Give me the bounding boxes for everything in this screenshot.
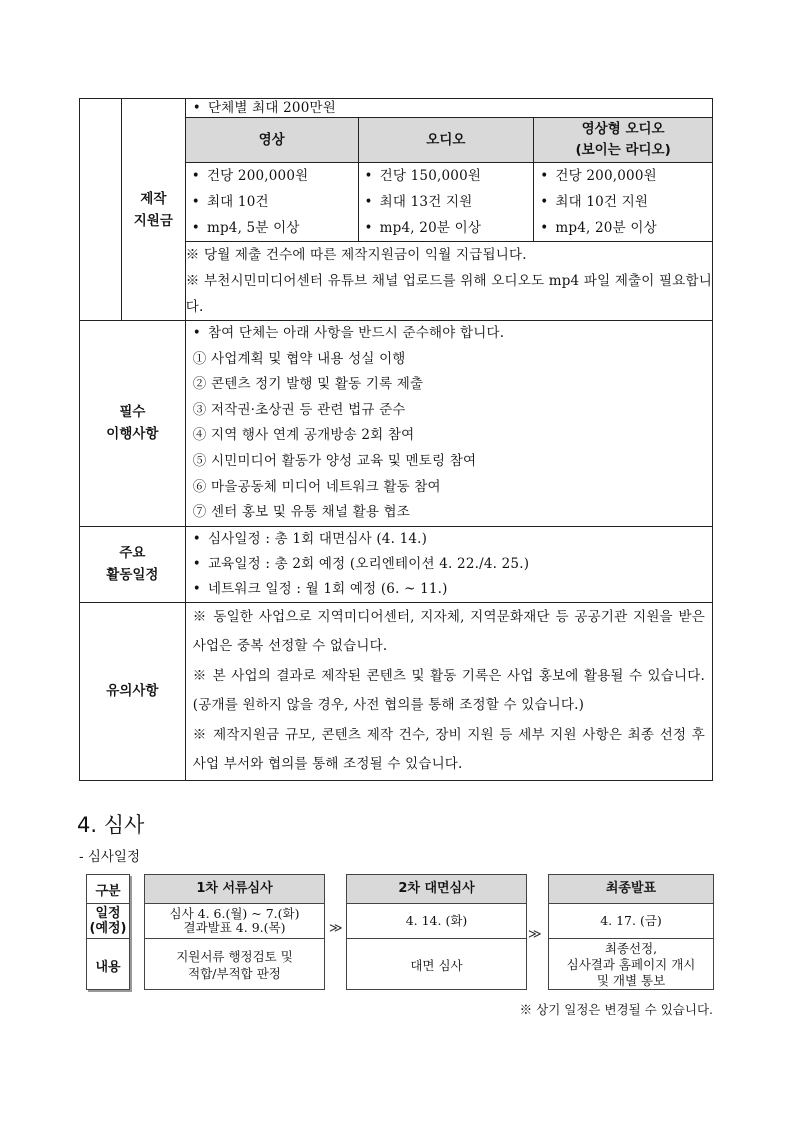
caution-item: ※ 동일한 사업으로 지역미디어센터, 지자체, 지역문화재단 등 공공기관 지원을 받은 사업은 중복 선정할 수 없습니다. — [192, 608, 705, 655]
col-header-audio: 오디오 — [358, 118, 534, 163]
production-note: ※ 당월 제출 건수에 따른 제작지원금이 익월 지급됩니다. — [185, 247, 527, 263]
section-subtitle: - 심사일정 — [79, 849, 141, 865]
caution-item: ※ 본 사업의 결과로 제작된 콘텐츠 및 활동 기록은 사업 홍보에 활용될 수 있습니다. (공개를 원하지 않을 경우, 사전 협의를 통해 조정할 수 있습니다.) — [192, 667, 705, 714]
list-item: • 건당 200,000원 — [192, 163, 352, 189]
schedule-label: 주요 활동일정 — [80, 526, 186, 602]
stage-date: 심사 4. 6.(월) ~ 7.(화) 결과발표 4. 9.(목) — [145, 904, 324, 939]
stage-date: 4. 14. (화) — [347, 904, 526, 939]
list-item: • mp4, 5분 이상 — [192, 215, 352, 241]
col-header-visible-radio: 영상형 오디오 (보이는 라디오) — [534, 118, 713, 163]
stage-content: 대면 심사 — [410, 957, 463, 973]
list-item: ④ 지역 행사 연계 공개방송 2회 참여 — [192, 427, 415, 444]
list-item: • 최대 10건 — [192, 189, 352, 215]
stage-name: 최종발표 — [549, 875, 713, 904]
requirements-intro: • 참여 단체는 아래 사항을 반드시 준수해야 합니다. — [193, 321, 705, 347]
review-row-labels — [86, 874, 130, 990]
stage-content: 지원서류 행정검토 및 적합/부적합 판정 — [176, 949, 293, 981]
arrow-icon: ≫ — [528, 927, 542, 942]
production-max: • 단체별 최대 200만원 — [193, 100, 336, 116]
cautions-label: 유의사항 — [80, 602, 186, 780]
stage-document-review — [144, 874, 325, 990]
empty-left-cell — [80, 99, 122, 321]
row-label-content: 내용 — [95, 959, 121, 975]
stage-interview-review — [346, 874, 527, 990]
list-item: • 네트워크 일정 : 월 1회 예정 (6. ~ 11.) — [193, 577, 705, 602]
stage-name: 2차 대면심사 — [347, 875, 526, 904]
schedule-change-note: ※ 상기 일정은 변경될 수 있습니다. — [519, 1002, 713, 1017]
list-item: ① 사업계획 및 협약 내용 성실 이행 — [192, 350, 406, 367]
list-item: • mp4, 20분 이상 — [365, 215, 528, 241]
list-item: ③ 저작권·초상권 등 관련 법규 준수 — [192, 401, 406, 418]
list-item: • mp4, 20분 이상 — [540, 215, 706, 241]
list-item: • 교육일정 : 총 2회 예정 (오리엔테이션 4. 22./4. 25.) — [193, 552, 705, 577]
col-header-video: 영상 — [185, 118, 358, 163]
list-item: • 최대 10건 지원 — [540, 189, 706, 215]
list-item: ② 콘텐츠 정기 발행 및 활동 기록 제출 — [192, 376, 424, 393]
list-item: ⑥ 마을공동체 미디어 네트워크 활동 참여 — [192, 478, 441, 495]
list-item: • 건당 200,000원 — [540, 163, 706, 189]
production-label: 제작 지원금 — [121, 99, 185, 321]
stage-date: 4. 17. (금) — [549, 904, 713, 939]
program-table — [79, 98, 713, 781]
requirements-label: 필수 이행사항 — [80, 321, 186, 527]
row-label-schedule: 일정 (예정) — [87, 904, 129, 939]
stage-content: 최종선정, 심사결과 홈페이지 개시 및 개별 통보 — [566, 941, 696, 988]
stage-final-announcement — [548, 874, 714, 990]
list-item: • 심사일정 : 총 1회 대면심사 (4. 14.) — [193, 527, 705, 552]
list-item: • 최대 13건 지원 — [365, 189, 528, 215]
caution-item: ※ 제작지원금 규모, 콘텐츠 제작 건수, 장비 지원 등 세부 지원 사항은 최종 선정 후 사업 부서와 협의를 통해 조정될 수 있습니다. — [192, 726, 705, 773]
arrow-icon: ≫ — [329, 921, 343, 936]
row-label-category: 구분 — [87, 875, 129, 904]
section-title: 4. 심사 — [77, 813, 145, 837]
list-item: ⑤ 시민미디어 활동가 양성 교육 및 멘토링 참여 — [192, 452, 477, 469]
stage-name: 1차 서류심사 — [145, 875, 324, 904]
list-item: ⑦ 센터 홍보 및 유통 채널 활용 협조 — [192, 504, 411, 521]
production-note: ※ 부천시민미디어센터 유튜브 채널 업로드를 위해 오디오도 mp4 파일 제출이 필요합니다. — [185, 273, 712, 315]
list-item: • 건당 150,000원 — [365, 163, 528, 189]
